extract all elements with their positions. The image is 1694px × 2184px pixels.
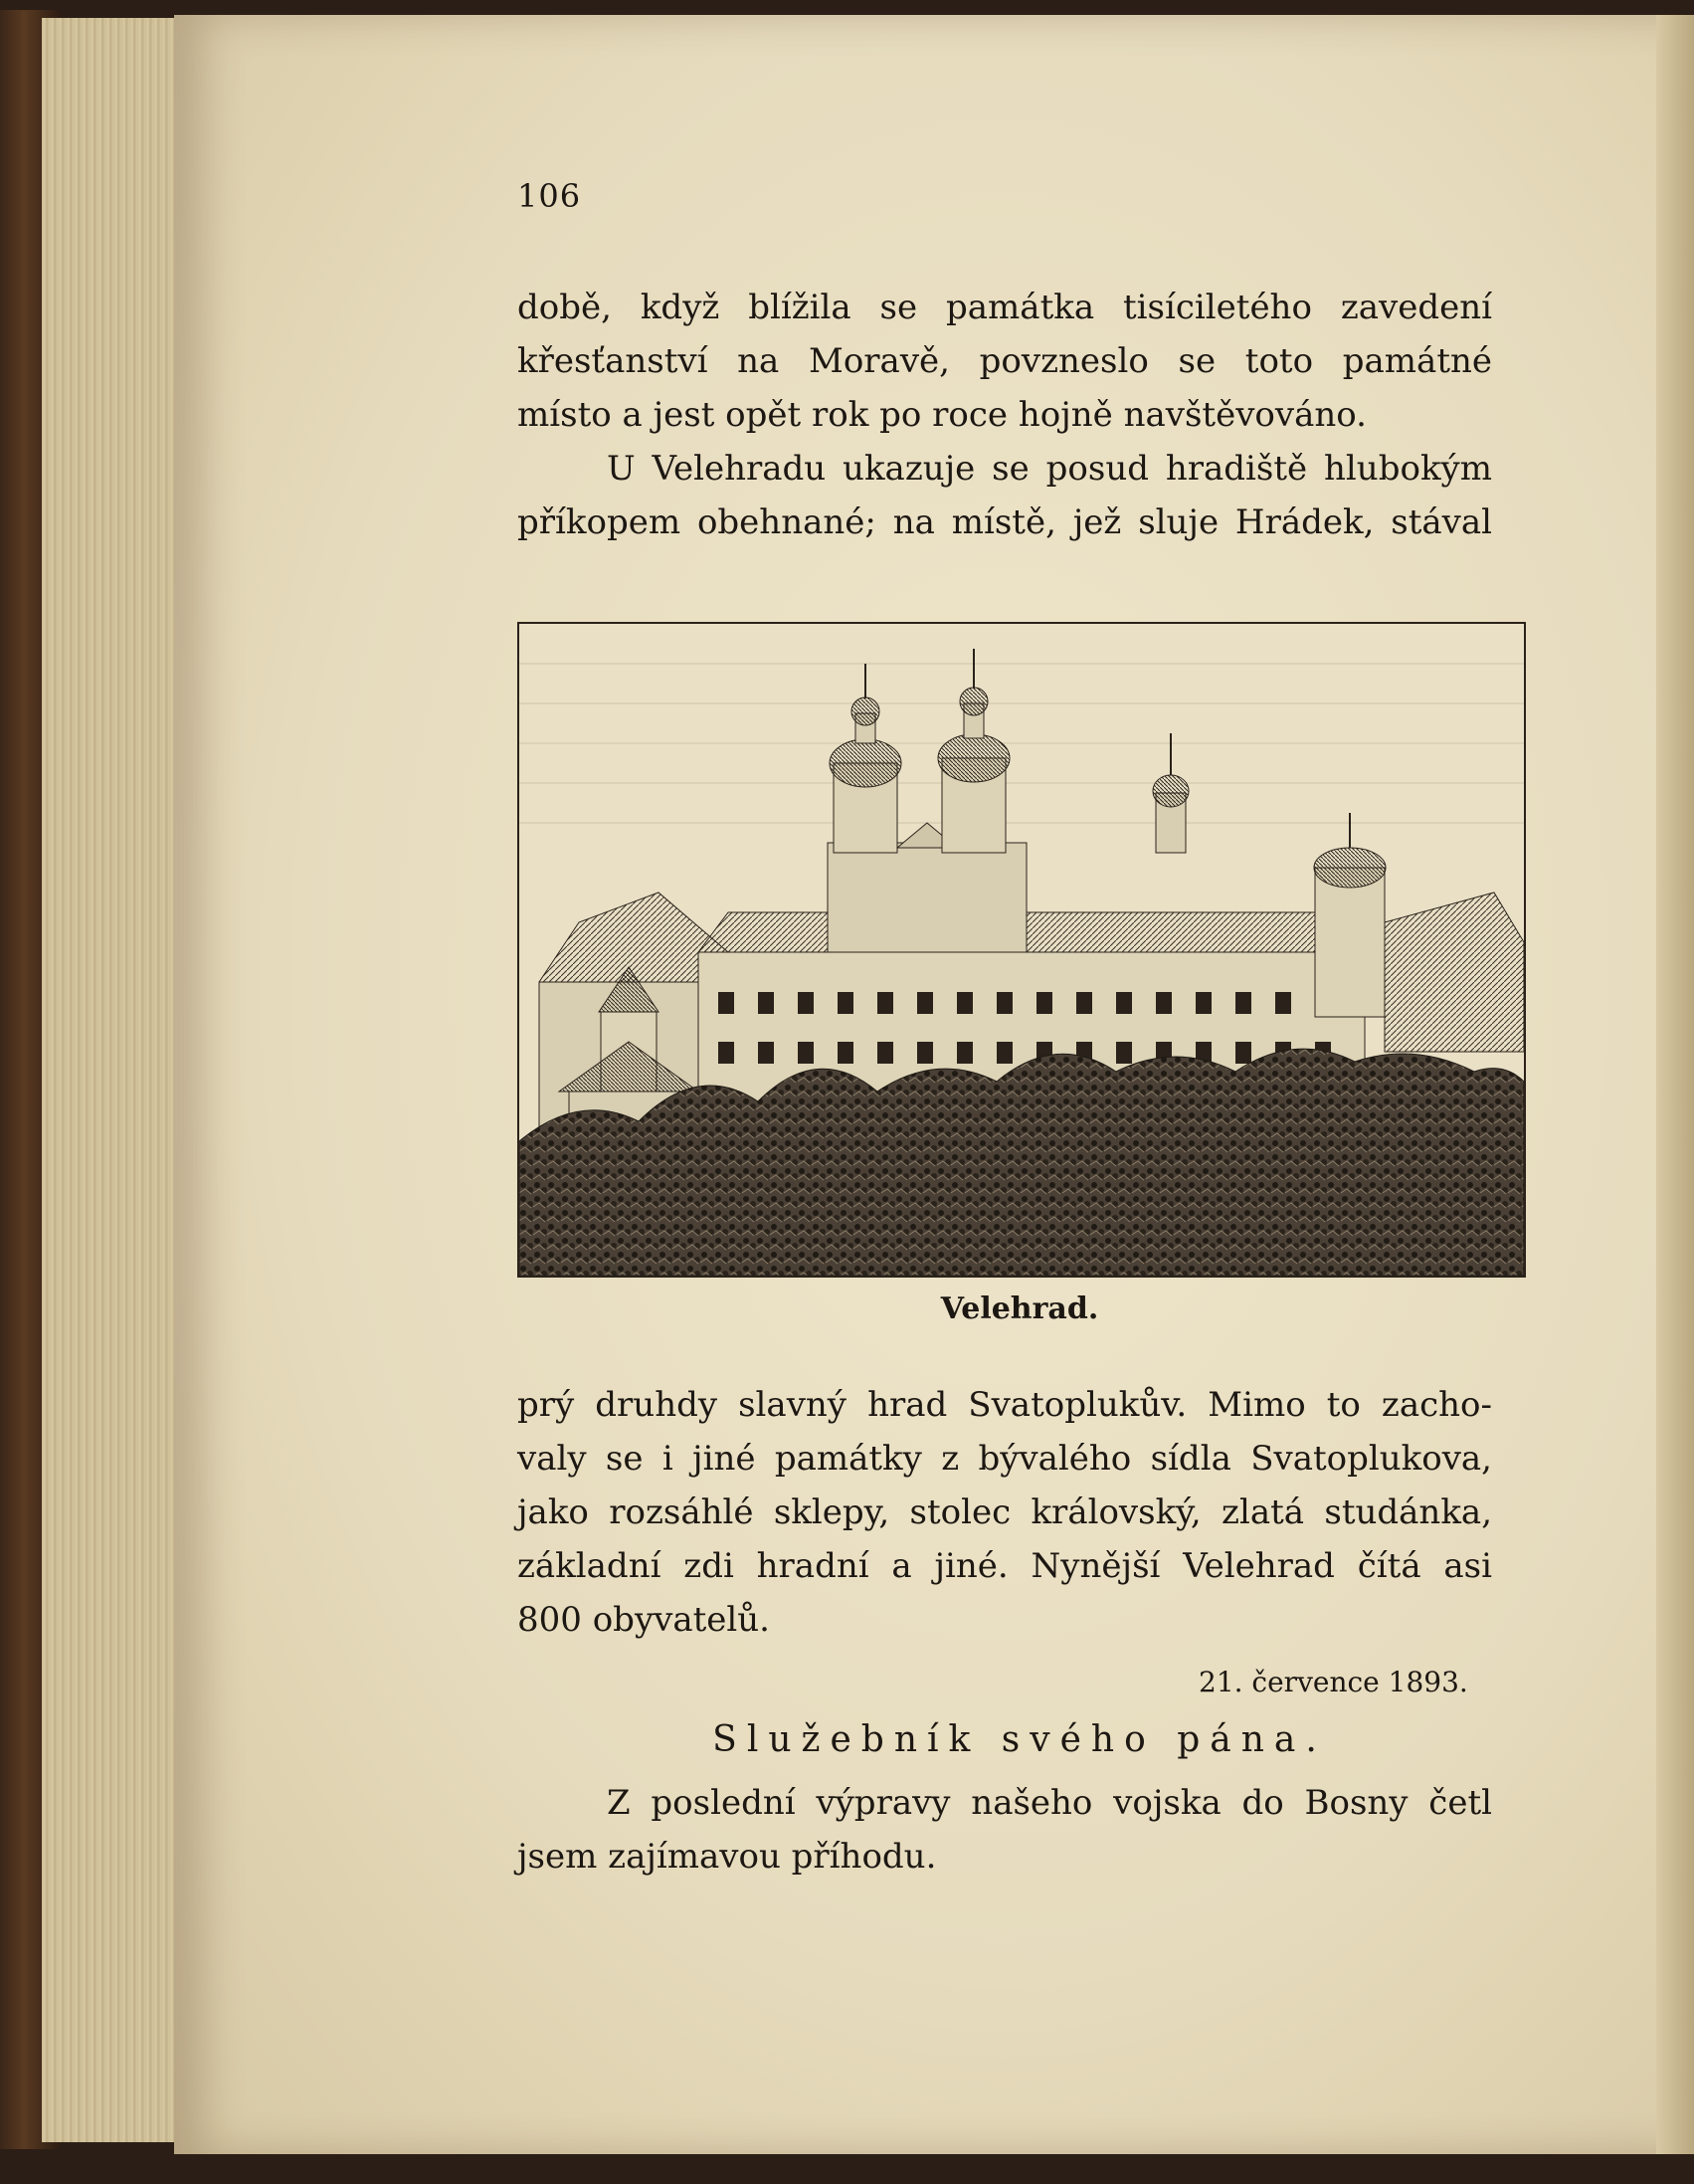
text-line: U Velehradu ukazuje se posud hradiště hlubokým bbox=[607, 449, 1492, 489]
page-number: 106 bbox=[517, 177, 582, 215]
text-line: základní zdi hradní a jiné. Nynější Velehrad čítá asi bbox=[517, 1546, 1492, 1586]
paragraph-2 bbox=[517, 442, 1492, 549]
text-line: době, když blížila se památka tisíciletého zavedení bbox=[517, 288, 1492, 327]
date-line: 21. července 1893. bbox=[1199, 1666, 1468, 1698]
paragraph-3 bbox=[517, 1378, 1492, 1647]
text-line: příkopem obehnané; na místě, jež sluje Hrádek, stával bbox=[517, 502, 1492, 542]
text-line: jsem zajímavou příhodu. bbox=[517, 1837, 937, 1877]
text-line: Z poslední výpravy našeho vojska do Bosny četl bbox=[607, 1783, 1492, 1823]
text-line: místo a jest opět rok po roce hojně navštěvováno. bbox=[517, 395, 1367, 435]
page-edges bbox=[42, 18, 191, 2142]
section-title: Služebník svého pána. bbox=[712, 1719, 1327, 1760]
paragraph-1 bbox=[517, 281, 1492, 442]
page-right-edge bbox=[1656, 15, 1694, 2154]
text-line: valy se i jiné památky z bývalého sídla Svatoplukova, bbox=[517, 1439, 1492, 1479]
text-line: křesťanství na Moravě, povzneslo se toto památné bbox=[517, 341, 1492, 381]
figure-caption: Velehrad. bbox=[940, 1291, 1099, 1326]
paragraph-4 bbox=[517, 1776, 1492, 1884]
text-line: jako rozsáhlé sklepy, stolec královský, zlatá studánka, bbox=[517, 1492, 1492, 1532]
velehrad-illustration bbox=[517, 622, 1526, 1278]
text-line: prý druhdy slavný hrad Svatoplukův. Mimo to zacho- bbox=[517, 1385, 1492, 1425]
text-line: 800 obyvatelů. bbox=[517, 1600, 770, 1640]
